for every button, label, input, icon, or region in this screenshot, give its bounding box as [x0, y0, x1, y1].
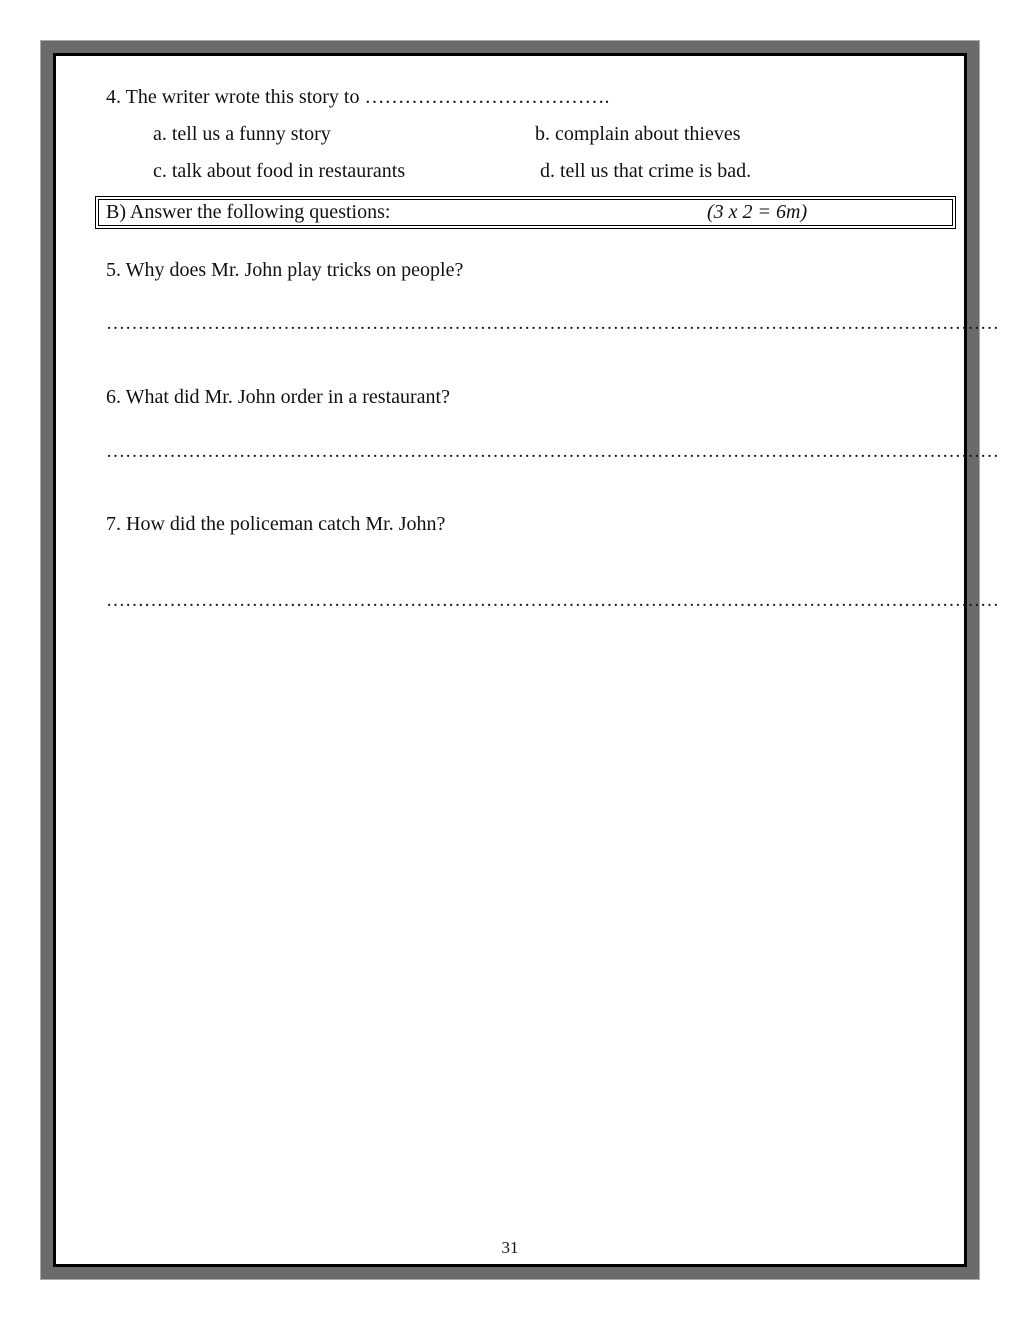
option-c: c. talk about food in restaurants	[153, 160, 406, 182]
page-inner	[53, 53, 999, 1267]
answer-line-7[interactable]: ……………………………………………………………………………………………………………………………	[106, 590, 999, 611]
answer-line-6[interactable]: ……………………………………………………………………………………………………………………………	[106, 441, 999, 462]
question-6: 6. What did Mr. John order in a restaurant?	[106, 386, 450, 408]
section-b-marks: (3 x 2 = 6m)	[707, 201, 808, 223]
page-number: 31	[501, 1238, 519, 1257]
section-b-title: B) Answer the following questions:	[106, 201, 391, 223]
option-d: d. tell us that crime is bad.	[540, 160, 752, 182]
question-4: 4. The writer wrote this story to ……………………………….	[106, 86, 610, 108]
answer-line-5[interactable]: ……………………………………………………………………………………………………………………………	[106, 313, 999, 334]
option-b: b. complain about thieves	[535, 123, 741, 145]
question-7: 7. How did the policeman catch Mr. John?	[106, 513, 446, 535]
option-a: a. tell us a funny story	[153, 123, 331, 145]
question-5: 5. Why does Mr. John play tricks on people?	[106, 259, 464, 281]
